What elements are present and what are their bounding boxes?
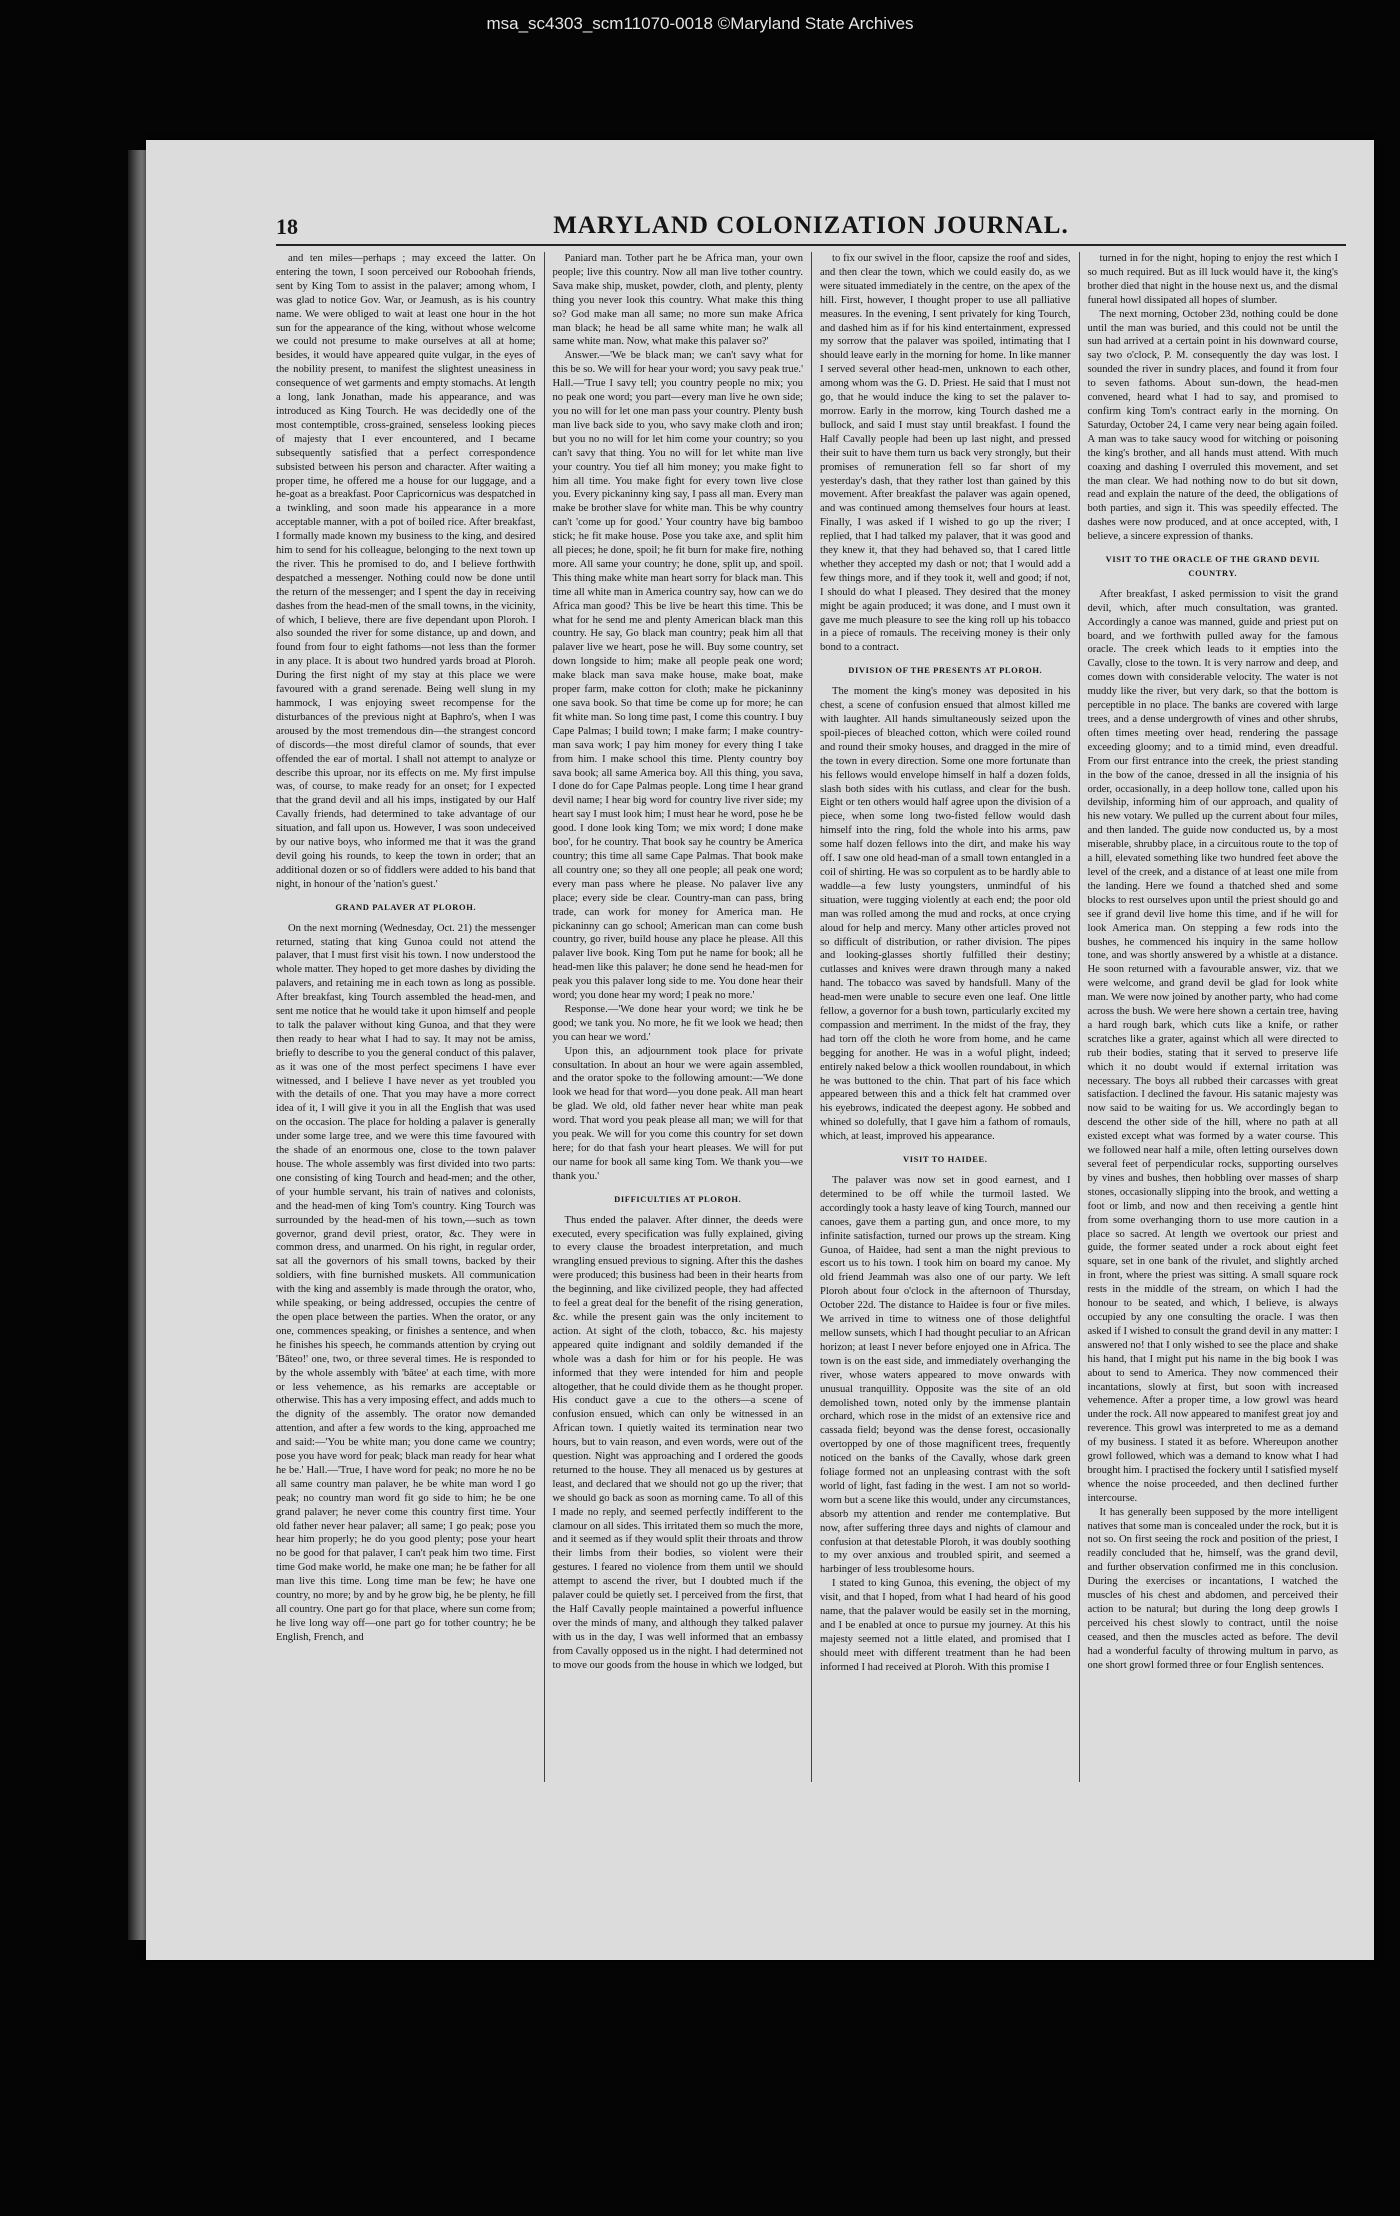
paragraph: The next morning, October 23d, nothing could be done until the man was buried, and this could not be until the sun had arrived at a certain point in his downward course, say two o'clock, P. M. consequently the day was lost. I sounded the river in sundry places, and found it from four to seven fathoms. About sun-down, the head-men convened, heard what I had to say, and promised to confirm king Tom's contract early in the morning. On Saturday, October 24, I came very near being again foiled. A man was to take saucy wood for witching or poisoning the king's brother, and all hands must attend. With much coaxing and dashing I overruled this movement, and set the man clear. We had nothing now to do but sit down, read and explain the nature of the deed, the obligations of both parties, and sign it. This was speedily effected. The dashes were now produced, and at once accepted, with, I believe, a sincere expression of thanks. — [1087, 308, 1338, 543]
paragraph: The moment the king's money was deposited in his chest, a scene of confusion ensued that almost killed me with laughter. All hands simultaneously seized upon the spoil-pieces of bleached cotton, which were coiled round and round their smoky houses, and dragged in the mire of the town in every direction. Some one more fortunate than his fellows would envelope himself in half a dozen folds, slash both sides with his cutlass, and clear for the bush. Eight or ten others would half agree upon the division of a piece, when some long two-fisted fellow would dash himself into the ring, fold the whole into his arms, paw some half dozen fellows into the dirt, and make his way off. I saw one old head-man of a small town entangled in a coil of shirting. He was so corpulent as to be hardly able to waddle—a few lusty youngsters, unmindful of his situation, were tugging violently at each end; the poor old man was rolled among the mud and rocks, at once crying aloud for help and mercy. Many other articles proved not so difficult of distribution, or rather division. The pipes and looking-glasses shortly fulfilled their destiny; cutlasses and knives were drawn through many a naked hand. The tobacco was saved by handsfull. Many of the head-men were unable to secure even one leaf. One little fellow, a governor for a bush town, particularly excited my compassion and merriment. In the midst of the fray, they had torn off the cloth he wore from home, and he came begging for another. He was in a woful plight, indeed; entirely naked below a thick woollen roundabout, in which he was buttoned to the chin. That part of his face which appeared between this and a thick felt hat crammed over his eyebrows, indicated the deepest agony. He sobbed and whined so dolefully, that I gave him a fathom of romauls, which, at least, improved his appearance. — [820, 686, 1071, 1143]
paragraph: I stated to king Gunoa, this evening, the object of my visit, and that I hoped, from what I had heard of his good name, that the palaver would be easily set in the morning, and I be enabled at once to pursue my journey. At this his majesty seemed not a little elated, and promised that I should meet with different treatment than he had been informed I had received at Ploroh. With this promise I — [820, 1578, 1071, 1673]
column-4 — [1079, 252, 1347, 1782]
section-heading: VISIT TO HAIDEE. — [903, 1154, 988, 1165]
paragraph: and ten miles—perhaps ; may exceed the latter. On entering the town, I soon perceived our Roboohah friends, sent by King Tom to assist in the palaver; among whom, I was glad to notice Gov. War, or Jeamush, as is his country name. We were obliged to wait at least one hour in the hot sun for the appearance of the king, without whose welcome we could not presume to make ourselves at all at home; besides, it would have appeared quite vulgar, in the eyes of the nobility present, to manifest the slightest uneasiness in consequence of wet garments and empty stomachs. At length a long, lank Jonathan, made his appearance, and was introduced as King Tourch. He was decidedly one of the most contemptible, cross-grained, senseless looking pieces of majesty that I ever encountered, and I became subsequently satisfied that a perfect correspondence subsisted between his person and character. After waiting a proper time, he offered me a house for our luggage, and a he-goat as a breakfast. Poor Capricornicus was despatched in a twinkling, and soon made his appearance in a more acceptable manner, with a pot of boiled rice. After breakfast, I formally made known my business to the king, and desired him to send for his colleague, belonging to the next town up the river. This he promised to do, and I believe forthwith despatched a messenger. Nothing could now be done until the return of the messenger; and I spent the day in receiving dashes from the head-men of the small towns, in the vicinity, of which, I believe, there are five dependant upon Ploroh. I also sounded the river for some distance, up and down, and found from four to eight fathoms—not less than the former in any place. It is about two hundred yards broad at Ploroh. During the first night of my stay at this place we were favoured with a grand serenade. Being well slung in my hammock, I was enjoying sweet recompense for the disturbances of the previous night at Baphro's, when I was aroused by the most tremendous din—the strangest concord of discords—the most direful clamor of sounds, that ever offended the ear of mortal. I shall not attempt to analyze or describe this uproar, nor its effects on me. My first impulse was, of course, to make ready for an onset; for I expected that the grand devil and all his imps, instigated by our Half Cavally friends, had determined to take advantage of our situation, and fall upon us. However, I was soon undeceived by our native boys, who informed me that it was the grand devil going his rounds, to keep the town in order; that an additional dozen or so of fiddlers were added to his band that night, in honour of the 'nation's guest.' — [276, 253, 536, 890]
column-2 — [544, 252, 812, 1782]
running-header — [276, 208, 1346, 246]
column-3 — [811, 252, 1079, 1782]
paragraph: It has generally been supposed by the more intelligent natives that some man is concealed under the rock, but it is not so. On first seeing the rock and position of the priest, I readily concluded that he, himself, was the grand devil, and further observation confirmed me in this conclusion. During the exercises or incantations, I watched the muscles of his chest and abdomen, and perceived their action to be natural; but during the long deep growls I perceived his chest slowly to contract, until the noise ceased, and then the muscles acted as before. The devil had a wonderful faculty of throwing multum in parvo, as one short growl formed three or four English sentences. — [1087, 1506, 1338, 1671]
section-heading: DIVISION OF THE PRESENTS AT PLOROH. — [848, 665, 1043, 676]
paragraph: Thus ended the palaver. After dinner, the deeds were executed, every specification was fully explained, giving to every clause the broadest interpretation, and much wrangling ensued previous to signing. After this the dashes were produced; this business had been in their hearts from the beginning, and like civilized people, they had affected to feel a great deal for the benefit of the rising generation, &c. while the present gain was the only incitement to action. At sight of the cloth, tobacco, &c. his majesty appeared quite indignant and soldily demanded if the whole was a dash for him or for his people. He was informed that they were intended for him and people altogether, that he could divide them as he thought proper. His conduct gave a cue to the others—a scene of confusion ensued, which can only be witnessed in an African town. I quietly waited its termination near two hours, but to vain reason, and even words, were out of the question. Night was approaching and I ordered the goods returned to the house. They all menaced us by gestures at least, and declared that we should not go up the river; that we should go back as soon as morning came. To all of this I made no reply, and seemed perfectly indifferent to the clamour on all sides. This irritated them so much the more, and it seemed as if they would split their throats and throw their limbs from their bodies, so violent were their gestures. I feared no violence from them until we should attempt to ascend the river, but I doubted much if the palaver could be quietly set. I perceived from the first, that the Half Cavally people maintained a powerful influence over the minds of many, and although they talked palaver with us in the day, I was well informed that an embassy from Cavally opposed us in the night. I had determined not to move our goods from the house in which we lodged, but — [552, 1214, 803, 1671]
section-heading: VISIT TO THE ORACLE OF THE GRAND DEVIL COUNTRY. — [1105, 554, 1320, 578]
paragraph: to fix our swivel in the floor, capsize the roof and sides, and then clear the town, which we could easily do, as we were situated immediately in the centre, on the apex of the hill. First, however, I thought proper to use all palliative measures. In the evening, I sent privately for king Tourch, and dashed him as if for his kind entertainment, expressed my sorrow that the palaver was spoiled, intimating that I should leave early in the morning for home. In like manner I served several other head-men, unknown to each other, among whom was the G. D. Priest. He said that I must not go, that he would induce the king to set the palaver to-morrow. Early in the morrow, king Tourch dashed me a bullock, and said I must stay until breakfast. I found the Half Cavally people had been up last night, and pressed their suit to have them turn us back very strongly, but their promises of remuneration fell so far short of my yesterday's dash, that they rather lost than gained by this movement. After breakfast the palaver was again opened, and was continued among themselves four hours at least. Finally, I was asked if I wished to go up the river; I replied, that I had talked my palaver, that it was good and they knew it, that they had behaved so, that I cared little whether they accepted my dash or not; that I would add a few things more, and if they took it, well and good; if not, I should do what I pleased. They desired that the money might be again produced; it was done, and I must own it gave me much pleasure to see the king roll up his tobacco in a piece of romauls. The receiving money is their only bond to a contract. — [820, 253, 1071, 654]
paragraph: The palaver was now set in good earnest, and I determined to be off while the turmoil lasted. We accordingly took a hasty leave of king Tourch, manned our canoes, gave them a parting gun, and once more, to my infinite satisfaction, turned our prows up the stream. King Gunoa, of Haidee, had sent a man the night previous to escort us to his town. I took him on board my canoe. My old friend Jeammah was also one of our party. We left Ploroh about four o'clock in the afternoon of Thursday, October 22d. The distance to Haidee is four or five miles. We arrived in time to witness one of those delightful mellow sunsets, which I had thought peculiar to an African horizon; at least I never before enjoyed one in Africa. The town is on the east side, and immediately overhanging the river, whose waters appeared to move onwards with unusual tranquillity. Opposite was the site of an old demolished town, noted only by the immense plantain orchard, which rose in the midst of an extensive rice and cassada field; beyond was the dense forest, occasionally overtopped by one of those magnificent trees, frequently noticed on the banks of the Cavally, whose dark green foliage formed not an unpleasing contrast with the soft world of light, fast fading in the west. I am not so world-worn but a scene like this would, under any circumstances, absorb my attention and render me contemplative. But now, after suffering three days and nights of clamour and confusion at that detestable Ploroh, it was doubly soothing to my over anxious and troubled spirit, and seemed a harbinger of less troublesome hours. — [820, 1175, 1071, 1576]
document-page — [146, 140, 1374, 1960]
section-heading: DIFFICULTIES AT PLOROH. — [614, 1193, 742, 1204]
archive-watermark: msa_sc4303_scm11070-0018 ©Maryland State Archives — [486, 14, 914, 33]
paragraph: Answer.—'We be black man; we can't savy what for this be so. We will for hear your word; you savy peak true.' Hall.—'True I savy tell; you country people no mix; you no peak one word; you part—every man live he own side; you no will for let one man pass your country. Plenty bush man live back side to you, who savy make cloth and iron; but you no no will for let him come your country; so you can't savy that thing. You no will for let white man live your country. You tief all him money; you make fight to him all time. You make fight for every town live close you. Every pickaninny king say, I pass all man. Every man make be brother slave for white man. This be why country can't 'come up for good.' Your country have big bamboo stick; he fit make house. Pose you take axe, and split him all pieces; he done, spoil; he fit burn for make fire, nothing more. All same your country; he done, split up, and spoil. This thing make white man heart sorry for black man. This time all white man in America country say, how can we do Africa man good? This be live be heart this time. This be what for he send me and plenty American black man this country. He say, Go black man country; peak him all that palaver live we heart, pose he will. Buy some country, set down longside to him; make all people peak one word; make black man sava make house, make boat, make proper farm, make cotton for cloth; make he pickaninny one sava book. So that time be come up for more; he can fit white man. So long time past, I come this country. I buy Cape Palmas; I build town; I make farm; I make country-man sava work; I pay him money for every thing I take from him. I make school this time. Plenty country boy sava book; all same America boy. All this thing, you sava, I done do for Cape Palmas people. Long time I hear grand devil name; I hear big word for country live river side; my heart say I must look him; I must hear he word, pose he be good. I done look king Tom; we mix word; I done make boo', for he country. That book say he country be America country; this time all same Cape Palmas. That book make all country one; so they all one people; all peak one word; every man pass where he please. No palaver live any place; every side be clear. Country-man can pass, bring trade, can work for money for America man. He pickaninny can go school; American man can come bush country, go river, build house any place he please. All this palaver live book. King Tom put he name for book; all he head-men like this palaver; he done send he head-men for peak you this palaver long side to me. You done hear their word; you done hear my word; I peak no more.' — [552, 350, 803, 1002]
paragraph: Upon this, an adjournment took place for private consultation. In about an hour we were again assembled, and the orator spoke to the following amount:—'We done look we head for that word—you done peak. All man heart be glad. We old, old father never hear white man peak word. That word you peak please all man; we will for that you peak. We will for you come this country for set down here; for do that fash your heart pleases. We will for put our name for book all same king Tom. We thank you—we thank you.' — [552, 1045, 803, 1182]
paragraph: Paniard man. Tother part he be Africa man, your own people; live this country. Now all man live tother country. Sava make ship, musket, powder, cloth, and plenty, plenty thing you never look this country. What make this thing so? God make man all same; no more sun make Africa man black; he head be all same white man; he walk all same white man. Now, what make this palaver so?' — [552, 253, 803, 348]
paragraph: Response.—'We done hear your word; we tink he be good; we tank you. No more, he fit we look we head; then you can hear we word.' — [552, 1003, 803, 1043]
paragraph: After breakfast, I asked permission to visit the grand devil, which, after much consultation, was granted. Accordingly a canoe was manned, guide and priest put on board, and we forthwith pulled away for the famous oracle. The creek which leads to it empties into the Cavally, close to the town. It is very narrow and deep, and comes down with considerable velocity. The water is not muddy like the river, but very dark, so that the bottom is perceptible in no place. The banks are covered with large trees, and a dense undergrowth of vines and other shrubs, often times meeting over head, rendering the passage exceeding gloomy; and to a timid mind, even dreadful. From our first entrance into the creek, the priest standing in the bow of the canoe, dressed in all the insignia of his order, occasionally, in a deep hollow tone, called upon his devilship, informing him of our approach, and quality of his new votary. We pulled up the current about four miles, and then landed. The guide now conducted us, by a most miserable, shrubby place, in a circuitous route to the top of a hill, elevated something like two hundred feet above the level of the creek, and a distance of at least one mile from the landing. Here we found a thatched shed and some blocks to rest ourselves upon until the priest should go and see if grand devil live home this time, and if he will for look America man. On stepping a few rods into the bushes, he commenced his inquiry in the same hollow tone, and was shortly answered by a whistle at a distance. He soon returned with a favourable answer, viz. that we were welcome, and grand devil be glad for look white man. We were now joined by another party, who had come across the bush. We were here shown a certain tree, having a hard rough bark, which cuts like a knife, or rather scratches like a grater, against which all were directed to rub their bodies, stating that it served to preserve life which it no doubt would if external irritation was necessary. The boys all rubbed their carcasses with great satisfaction. I declined the favour. His satanic majesty was now said to be waiting for us. We accordingly began to descend the other side of the hill, where no path at all existed except what was formed by a water course. This we followed near half a mile, often letting ourselves down several feet of perpendicular rocks, supporting ourselves by vines and bushes, then hobbling over masses of sharp stones, occasionally slipping into the brook, and wetting a foot or limb, and now and then receiving a gentle hint from some overhanging thorn to use more caution in a place so sacred. At length we overtook our priest and guide, the former seated under a rock about eight feet square, set in one bank of the rivulet, and slightly arched in front, where the priest was sitting. A small square rock rests in the middle of the stream, on which I had the honour to be seated, and which, I believe, is always occupied by any one consulting the oracle. I was then asked if I wished to consult the grand devil in any matter: I answered no! that I only wished to see the place and shake his hand, that I might put his name in the big book I was about to send to America. They now commenced their incantations, slowly at first, but soon with increased vehemence. After a proper time, a low growl was heard under the rock. All now appeared to manifest great joy and reverence. This growl was interpreted to me as a demand of my business. I stated it as before. Whereupon another growl followed, which was a demand to know what I had brought him. I practised the fockery until I satisfied myself whence the noise proceeded, and then declined further intercourse. — [1087, 588, 1338, 1504]
section-heading: GRAND PALAVER AT PLOROH. — [335, 901, 477, 912]
paragraph: On the next morning (Wednesday, Oct. 21) the messenger returned, stating that king Gunoa could not attend the palaver, that I must first visit his town. I now understood the whole matter. They hoped to get more dashes by dividing the palavers, and retaining me in each town as long as possible. After breakfast, king Tourch assembled the head-men, and sent me notice that he would take it upon himself and people to talk the palaver without king Gunoa, and that they were then ready to hear what I had to say. It may not be amiss, briefly to describe to you the general conduct of this palaver, as it was one of the most perfect specimens I have ever witnessed, and I believe I have never as yet troubled you with the details of one. That you may have a more correct idea of it, I will give it you in all the English that was used on the occasion. The place for holding a palaver is generally under some large tree, and we were this time favoured with the shade of an enormous one, close to the town palaver house. The whole assembly was first divided into two parts: one consisting of king Tourch and head-men; and the other, of your humble servant, his train of natives and colonists, and the head-men of king Tom's country. King Tourch was surrounded by the head-men of his town,—such as town governor, grand devil priest, orator, &c. They were in common dress, and unarmed. On his right, in regular order, sat all the governors of his small towns, backed by their soldiers, with fine burnished muskets. All communication with the king and assembly is made through the orator, who, while speaking, or being addressed, occupies the centre of the open place between the parties. When the orator, or any one, commences speaking, or finishes a sentence, and when he finishes his speech, he commands attention by crying out 'Bâteo!' one, two, or three several times. He is responded to by the whole assembly with 'bâtee' at each time, with more or less vehemence, as his remarks are acceptable or otherwise. This has a very imposing effect, and adds much to the dignity of the assembly. The orator now demanded attention, and after a few words to the king, approached me and said:—'You be white man; you done came we country; pose you have word for peak; black man ready for hear what he be.' Hall.—'True, I have word for peak; no more he no be all same country man palaver, he be white man word I go peak; no country man word fit go side to him; he be one grand palaver; he never come this country first time. Your old father never hear palaver; all same; I go peak; pose you hear him properly; he do you good plenty; pose your heart no be good for that palaver, I can't peak him two time. First time God make world, he make one man; he be father for all man live this time. Long time man be few; he have one country, no more; by and by he grow big, he be plenty, he fill all country. One part go for that place, where sun come from; he live long way off—one part go for tother country; he be English, French, and — [276, 922, 536, 1643]
text-columns — [276, 252, 1346, 1782]
page-content — [276, 208, 1346, 1788]
page-number: 18 — [276, 214, 298, 239]
journal-title: MARYLAND COLONIZATION JOURNAL. — [553, 212, 1069, 239]
column-1 — [276, 252, 544, 1782]
paragraph: turned in for the night, hoping to enjoy the rest which I so much required. But as ill luck would have it, the king's brother died that night in the house next us, and the dismal funeral howl dissipated all hopes of slumber. — [1087, 253, 1338, 306]
